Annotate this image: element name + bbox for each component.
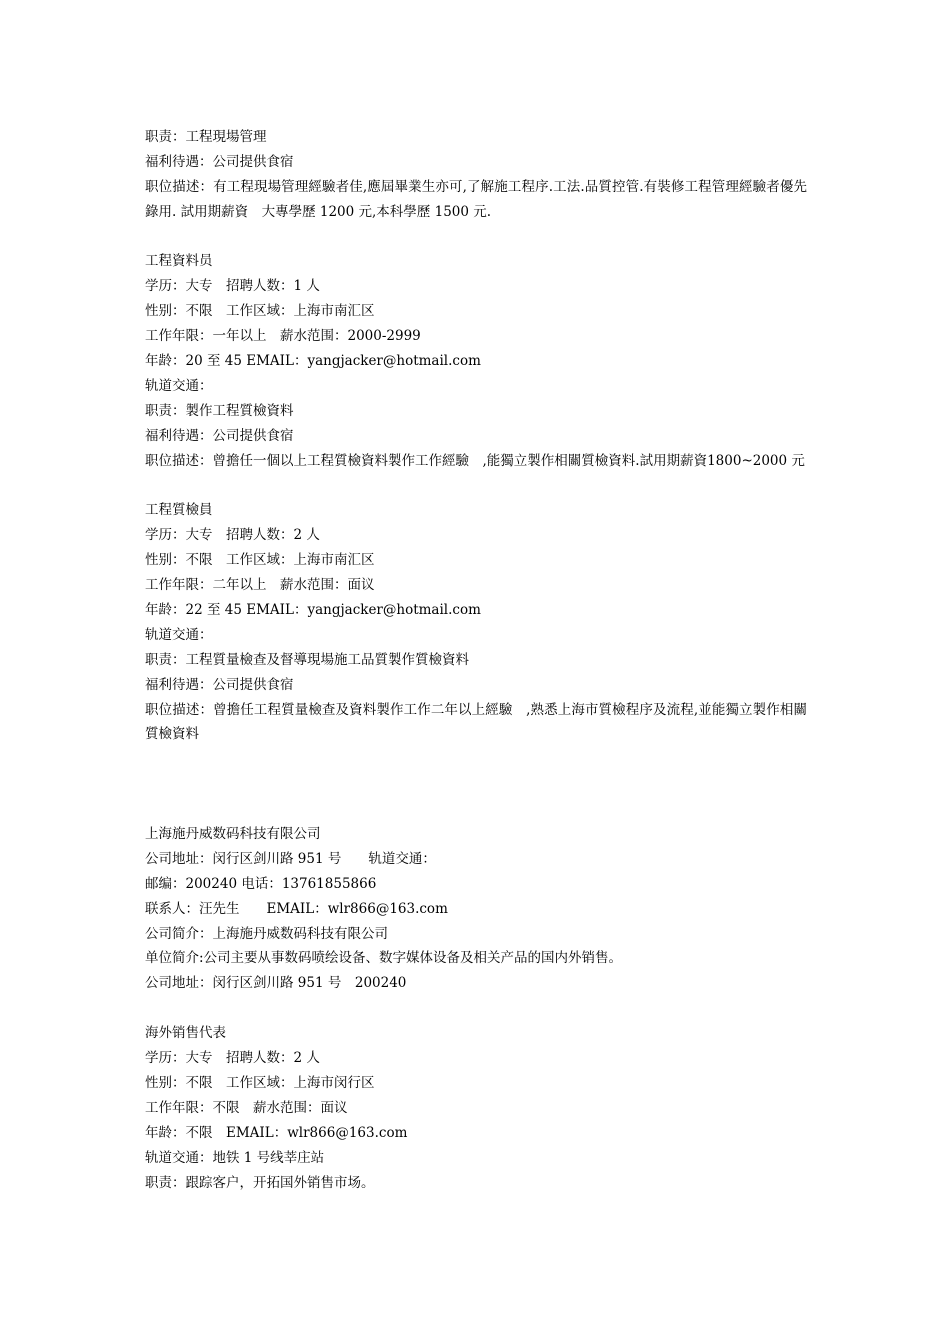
company-intro: 公司简介：上海施丹威数码科技有限公司 — [145, 925, 388, 942]
job-age-email: 年龄：不限 EMAIL：wlr866@163.com — [145, 1124, 408, 1141]
job-description: 职位描述：曾擔任工程質量檢查及資料製作工作二年以上經驗 ,熟悉上海市質檢程序及流程,並能獨立製作相關質檢資料 — [145, 701, 807, 743]
job-transit: 轨道交通： — [145, 626, 213, 643]
job-experience-salary: 工作年限：一年以上 薪水范围：2000-2999 — [145, 328, 421, 345]
job-section-3 — [145, 498, 807, 747]
job-description: 职位描述：有工程現場管理經驗者佳,應屆畢業生亦可,了解施工程序.工法.品質控管.有裝修工程管理經驗者優先錄用. 試用期薪資 大專學歷 1200 元,本科學歷 1500 元. — [145, 178, 807, 220]
job-title: 工程資料员 — [145, 253, 213, 270]
job-age-email: 年龄：22 至 45 EMAIL：yangjacker@hotmail.com — [145, 601, 481, 618]
company-address-postcode: 公司地址：闵行区剑川路 951 号 200240 — [145, 975, 407, 992]
job-duty: 职责：製作工程質檢資料 — [145, 402, 294, 419]
job-education: 学历：大专 招聘人数：2 人 — [145, 1050, 320, 1067]
job-transit: 轨道交通： — [145, 377, 213, 394]
job-title: 海外销售代表 — [145, 1025, 226, 1042]
spacer — [145, 225, 807, 250]
spacer — [145, 996, 807, 1021]
spacer — [145, 747, 807, 822]
job-education: 学历：大专 招聘人数：1 人 — [145, 278, 320, 295]
job-section-1 — [145, 125, 807, 225]
job-gender-area: 性别：不限 工作区域：上海市南汇区 — [145, 303, 375, 320]
company-section — [145, 822, 807, 996]
company-name: 上海施丹威数码科技有限公司 — [145, 826, 321, 843]
job-duty: 职责：跟踪客户，开拓国外销售市场。 — [145, 1174, 375, 1191]
job-duty: 职责：工程質量檢查及督導現場施工品質製作質檢資料 — [145, 651, 469, 668]
job-title: 工程質檢員 — [145, 502, 213, 519]
job-experience-salary: 工作年限：不限 薪水范围：面议 — [145, 1099, 348, 1116]
company-contact-email: 联系人：汪先生 EMAIL：wlr866@163.com — [145, 900, 448, 917]
spacer — [145, 474, 807, 499]
job-education: 学历：大专 招聘人数：2 人 — [145, 527, 320, 544]
company-address-transit: 公司地址：闵行区剑川路 951 号 轨道交通： — [145, 850, 436, 867]
company-postcode-phone: 邮编：200240 电话：13761855866 — [145, 875, 377, 892]
job-benefits: 福利待遇：公司提供食宿 — [145, 153, 294, 170]
job-transit: 轨道交通：地铁 1 号线莘庄站 — [145, 1149, 325, 1166]
job-benefits: 福利待遇：公司提供食宿 — [145, 676, 294, 693]
job-section-2 — [145, 249, 807, 473]
job-age-email: 年龄：20 至 45 EMAIL：yangjacker@hotmail.com — [145, 353, 481, 370]
job-section-4 — [145, 1021, 807, 1195]
company-unit-intro: 单位简介:公司主要从事数码喷绘设备、数字媒体设备及相关产品的国内外销售。 — [145, 950, 623, 967]
job-duty: 职责：工程現場管理 — [145, 129, 267, 145]
job-benefits: 福利待遇：公司提供食宿 — [145, 427, 294, 444]
job-gender-area: 性别：不限 工作区域：上海市南汇区 — [145, 552, 375, 569]
document-page — [145, 125, 807, 1195]
job-description: 职位描述：曾擔任一個以上工程質檢資料製作工作經驗 ,能獨立製作相關質檢資料.試用期薪資1800~2000 元 — [145, 452, 805, 469]
job-experience-salary: 工作年限：二年以上 薪水范围：面议 — [145, 577, 375, 594]
job-gender-area: 性别：不限 工作区域：上海市闵行区 — [145, 1074, 375, 1091]
